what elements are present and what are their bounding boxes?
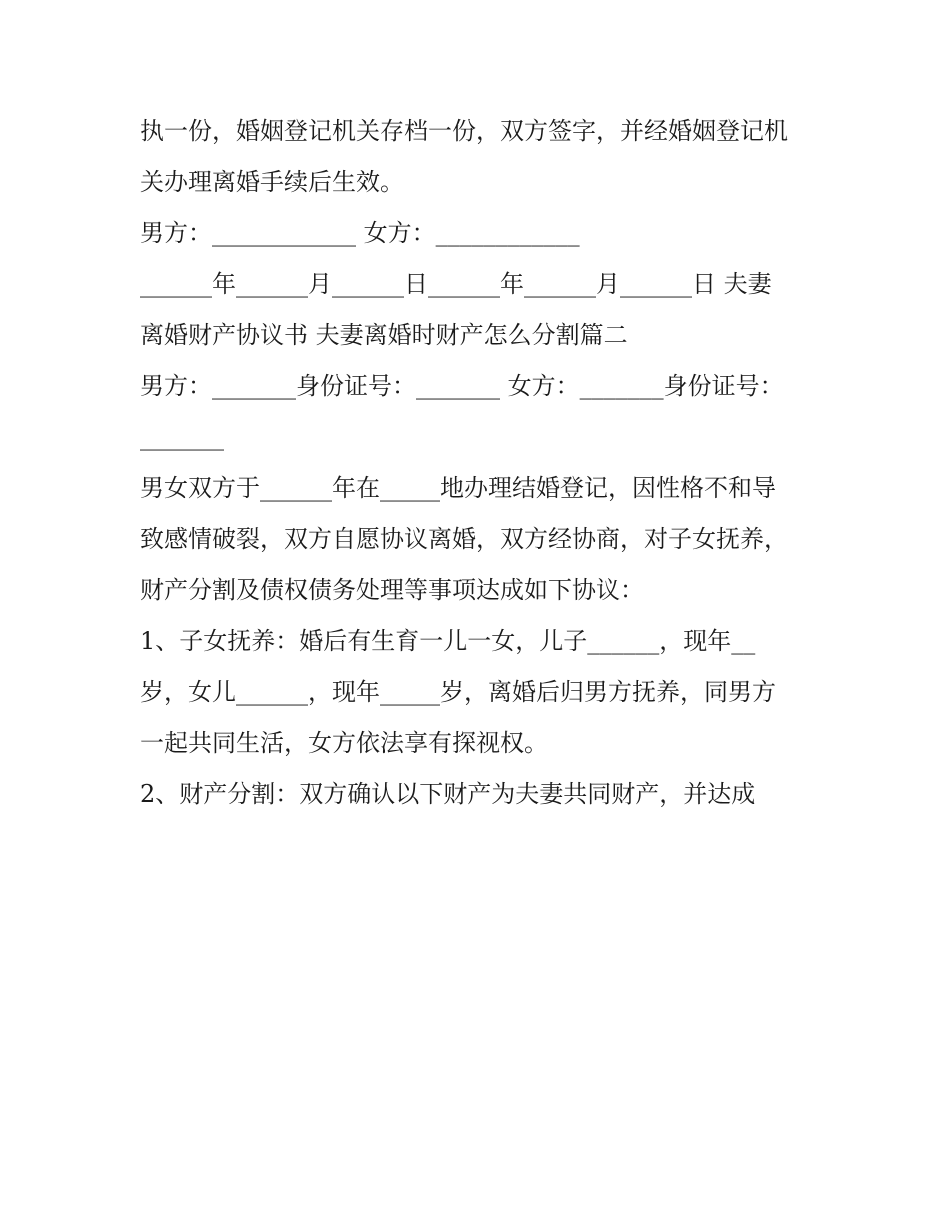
text-line: 一起共同生活，女方依法享有探视权。	[140, 729, 548, 757]
clause-property-division: 2、财产分割：双方确认以下财产为夫妻共同财产，并达成	[140, 780, 756, 808]
text-line: 男女双方于______年在_____地办理结婚登记，因性格不和导	[140, 474, 776, 502]
document-body	[140, 106, 820, 820]
section-heading: 离婚财产协议书 夫妻离婚时财产怎么分割篇二	[140, 321, 628, 349]
clause-child-custody: 1、子女抚养：婚后有生育一儿一女，儿子______，现年__	[140, 627, 756, 655]
text-line: 致感情破裂，双方自愿协议离婚，双方经协商，对子女抚养，	[140, 525, 788, 553]
party-info-line: _______	[140, 423, 224, 451]
text-line: 执一份，婚姻登记机关存档一份，双方签字，并经婚姻登记机	[140, 117, 788, 145]
signature-line: 男方：____________ 女方：____________	[140, 219, 580, 247]
text-line: 财产分割及债权债务处理等事项达成如下协议：	[140, 576, 644, 604]
text-line: 关办理离婚手续后生效。	[140, 168, 404, 196]
party-info-line: 男方：_______身份证号：_______ 女方：_______身份证号：	[140, 372, 784, 400]
date-line: ______年______月______日______年______月______日 夫妻	[140, 270, 772, 298]
text-line: 岁，女儿______，现年_____岁，离婚后归男方抚养，同男方	[140, 678, 776, 706]
